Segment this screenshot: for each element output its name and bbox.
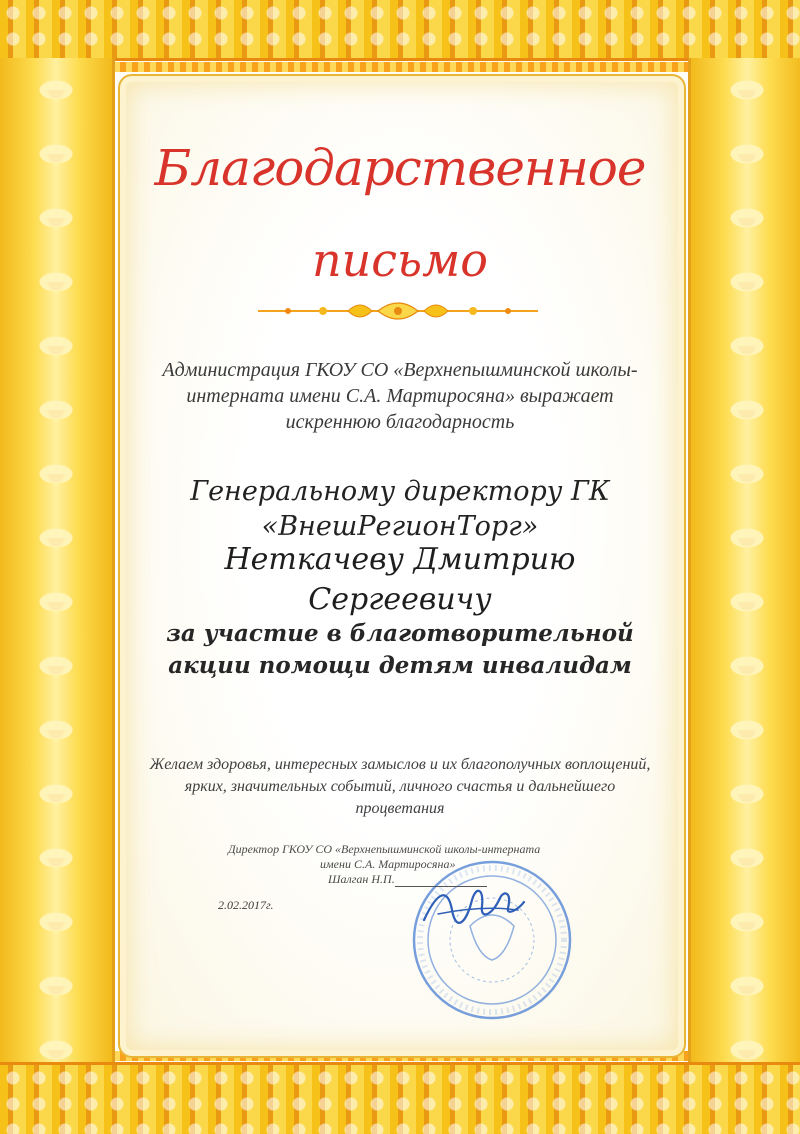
ornamental-frame-top [0,0,800,61]
director-title-line: Директор ГКОУ СО «Верхнепышминской школы-интерната [228,842,541,856]
ornament-divider-icon [248,296,548,326]
administration-text: Администрация ГКОУ СО «Верхнепышминской школы-интерната имени С.А. Мартиросяна» выражает искреннюю благодарность [162,359,638,433]
signature-block [210,842,630,887]
ornamental-frame-right [688,58,800,1062]
ornamental-frame-bottom [0,1062,800,1134]
gratitude-reason: за участие в благотворительной акции помощи детям инвалидам [166,620,634,679]
ornamental-frame-left [0,58,115,1062]
wishes-text: Желаем здоровья, интересных замыслов и их благополучных воплощений, ярких, значительных событий, личного счастья и дальнейшего процветания [149,756,651,817]
handwritten-signature-icon [418,880,528,930]
director-school-line: имени С.А. Мартиросяна» [320,857,456,871]
issue-date: 2.02.2017г. [218,898,274,912]
signature-line [395,886,487,887]
certificate-title: Благодарственное [154,139,646,197]
recipient-position: Генеральному директору ГК «ВнешРегионТорг» [190,476,610,542]
recipient-name: Неткачеву Дмитрию Сергеевичу [224,542,576,617]
director-name-line [210,872,630,887]
certificate-subtitle: письмо [312,233,488,287]
director-name: Шалган Н.П. [328,872,395,886]
